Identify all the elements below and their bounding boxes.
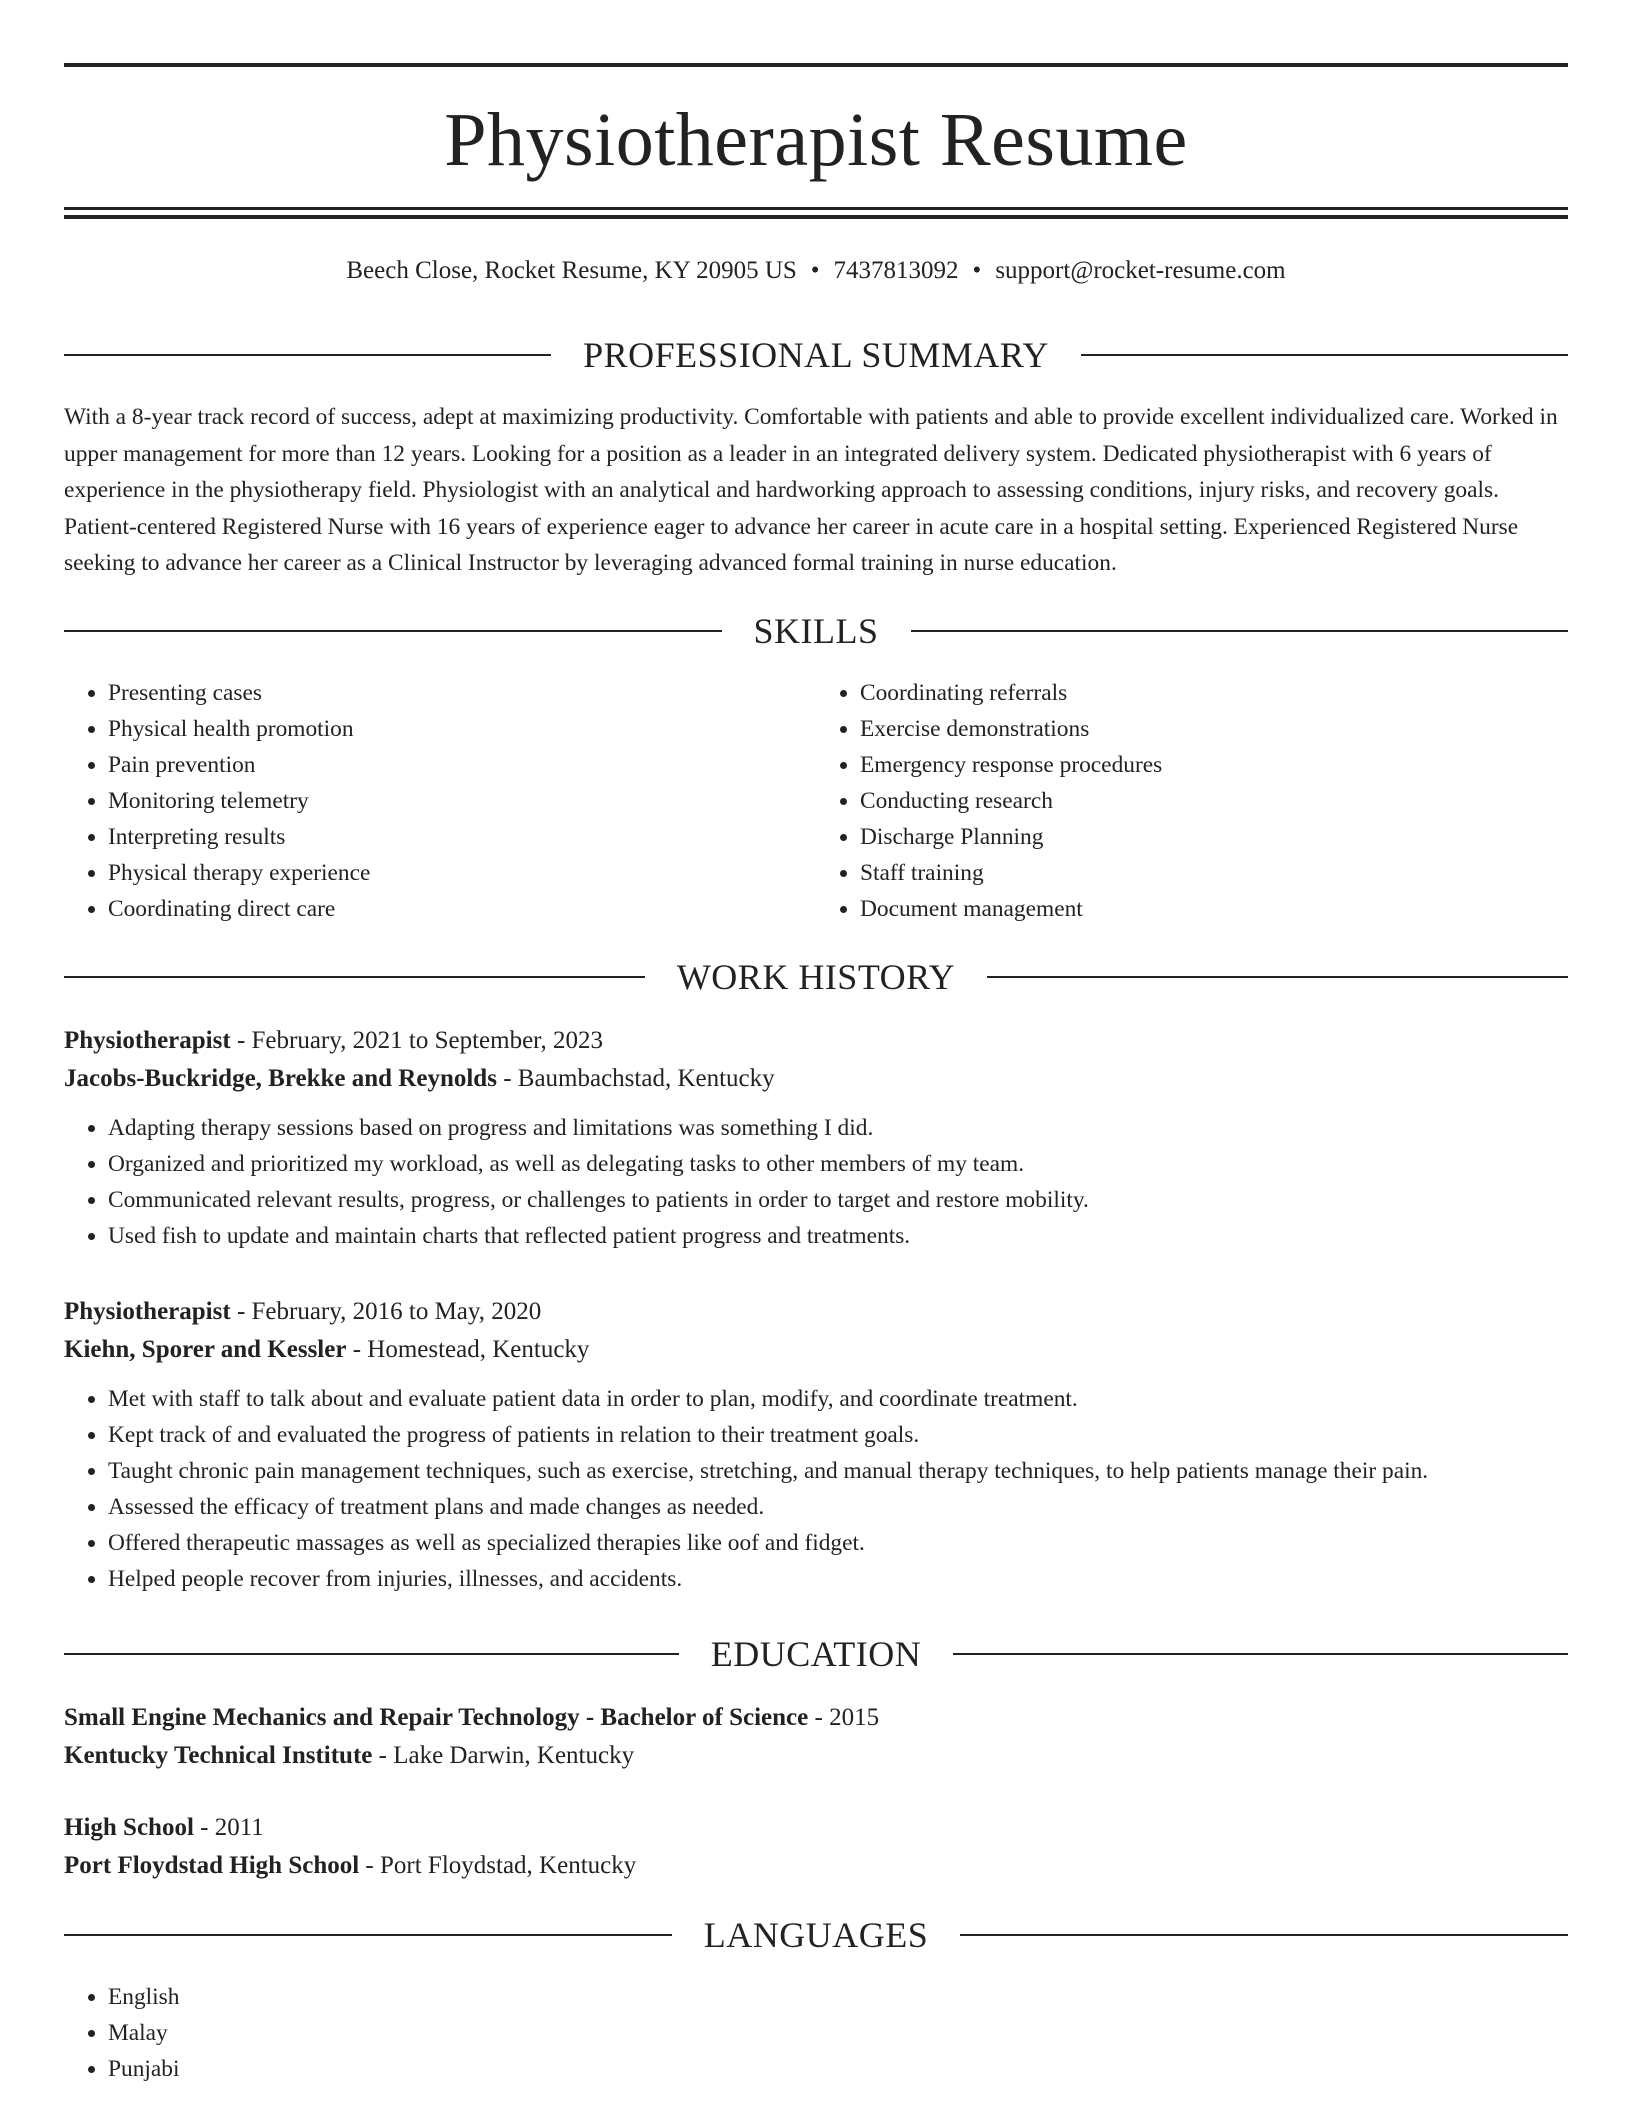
skill-item: • Pain prevention bbox=[108, 747, 816, 783]
job-bullets bbox=[64, 1381, 1568, 1597]
skill-item: • Emergency response procedures bbox=[860, 747, 1568, 783]
heading-rule-right bbox=[911, 630, 1569, 632]
contact-line bbox=[64, 253, 1568, 289]
education-entry bbox=[64, 1699, 1568, 1775]
skill-item: • Coordinating direct care bbox=[108, 891, 816, 927]
section-title: LANGUAGES bbox=[703, 1915, 929, 1955]
language-item: • English bbox=[108, 1979, 1568, 2015]
job-bullet: • Assessed the efficacy of treatment plans and made changes as needed. bbox=[108, 1489, 1568, 1525]
job-bullet: • Organized and prioritized my workload, as well as delegating tasks to other members of my team. bbox=[108, 1146, 1568, 1182]
skill-item: • Interpreting results bbox=[108, 819, 816, 855]
section-heading-summary bbox=[64, 333, 1568, 377]
job-company-line bbox=[64, 1331, 1568, 1369]
section-title: SKILLS bbox=[753, 611, 879, 651]
title-rule-lower bbox=[64, 215, 1568, 219]
section-heading-education bbox=[64, 1632, 1568, 1676]
section-title: PROFESSIONAL SUMMARY bbox=[583, 335, 1049, 375]
heading-rule-left bbox=[64, 1934, 672, 1936]
heading-rule-right bbox=[960, 1934, 1568, 1936]
education-degree-line bbox=[64, 1809, 1568, 1847]
education-year: - 2011 bbox=[193, 1814, 264, 1841]
job-bullet: • Communicated relevant results, progress, or challenges to patients in order to target and restore mobility. bbox=[108, 1182, 1568, 1218]
heading-rule-right bbox=[987, 976, 1568, 978]
language-item: • Malay bbox=[108, 2015, 1568, 2051]
job-entry bbox=[64, 1022, 1568, 1254]
education-school: Port Floydstad High School bbox=[64, 1852, 360, 1879]
education-degree: High School bbox=[64, 1814, 194, 1841]
section-title: EDUCATION bbox=[710, 1634, 922, 1674]
job-company: Jacobs-Buckridge, Brekke and Reynolds bbox=[64, 1065, 497, 1092]
heading-rule-right bbox=[1081, 354, 1568, 356]
job-bullet: • Kept track of and evaluated the progress of patients in relation to their treatment goals. bbox=[108, 1417, 1568, 1453]
job-location: - Homestead, Kentucky bbox=[346, 1336, 590, 1363]
skill-item: • Staff training bbox=[860, 855, 1568, 891]
heading-rule-left bbox=[64, 630, 722, 632]
title-rule-upper bbox=[64, 207, 1568, 210]
section-title: WORK HISTORY bbox=[676, 957, 956, 997]
job-bullet: • Adapting therapy sessions based on progress and limitations was something I did. bbox=[108, 1110, 1568, 1146]
job-bullet: • Taught chronic pain management techniques, such as exercise, stretching, and manual therapy techniques, to help patients manage their pain. bbox=[108, 1453, 1568, 1489]
job-bullet: • Met with staff to talk about and evaluate patient data in order to plan, modify, and coordinate treatment. bbox=[108, 1381, 1568, 1417]
education-degree-line bbox=[64, 1699, 1568, 1737]
skill-item: • Presenting cases bbox=[108, 675, 816, 711]
job-location: - Baumbachstad, Kentucky bbox=[496, 1065, 775, 1092]
job-entry bbox=[64, 1293, 1568, 1597]
skill-item: • Conducting research bbox=[860, 783, 1568, 819]
job-title-line bbox=[64, 1022, 1568, 1060]
skills-list-left bbox=[64, 675, 816, 927]
contact-phone: 7437813092 bbox=[833, 257, 959, 284]
section-heading-languages bbox=[64, 1913, 1568, 1957]
skill-item: • Document management bbox=[860, 891, 1568, 927]
summary-text: With a 8-year track record of success, adept at maximizing productivity. Comfortable with patients and able to provide excellent individualized care. Worked in upper management for more than 12 years. Looking for a position as a leader in an integrated delivery system. Dedicated physiotherapist with 6 years of experience in the physiotherapy field. Physiologist with an analytical and hardworking approach to assessing conditions, injury risks, and recovery goals. Patient-centered Registered Nurse with 16 years of experience eager to advance her career in acute care in a hospital setting. Experienced Registered Nurse seeking to advance her career as a Clinical Instructor by leveraging advanced formal training in nurse education. bbox=[64, 404, 1558, 576]
job-company: Kiehn, Sporer and Kessler bbox=[64, 1336, 347, 1363]
page-title: Physiotherapist Resume bbox=[444, 98, 1188, 182]
education-school: Kentucky Technical Institute bbox=[64, 1742, 373, 1769]
job-dates: - February, 2016 to May, 2020 bbox=[230, 1298, 542, 1325]
job-bullets bbox=[64, 1110, 1568, 1254]
heading-rule-left bbox=[64, 354, 551, 356]
contact-separator: • bbox=[972, 257, 982, 284]
skill-item: • Discharge Planning bbox=[860, 819, 1568, 855]
contact-address: Beech Close, Rocket Resume, KY 20905 US bbox=[346, 257, 797, 284]
contact-separator: • bbox=[810, 257, 820, 284]
education-school-line bbox=[64, 1847, 1568, 1885]
skill-item: • Monitoring telemetry bbox=[108, 783, 816, 819]
contact-email: support@rocket-resume.com bbox=[995, 257, 1286, 284]
skill-item: • Physical health promotion bbox=[108, 711, 816, 747]
heading-rule-left bbox=[64, 1653, 679, 1655]
education-year: - 2015 bbox=[808, 1704, 880, 1731]
skills-columns bbox=[64, 675, 1568, 927]
job-bullet: • Helped people recover from injuries, illnesses, and accidents. bbox=[108, 1561, 1568, 1597]
skills-list-right bbox=[816, 675, 1568, 927]
education-school-line bbox=[64, 1737, 1568, 1775]
job-dates: - February, 2021 to September, 2023 bbox=[230, 1027, 603, 1054]
job-title-line bbox=[64, 1293, 1568, 1331]
education-degree: Small Engine Mechanics and Repair Technology - Bachelor of Science bbox=[64, 1704, 809, 1731]
job-title: Physiotherapist bbox=[64, 1298, 231, 1325]
languages-list bbox=[64, 1979, 1568, 2087]
skill-item: • Coordinating referrals bbox=[860, 675, 1568, 711]
heading-rule-right bbox=[953, 1653, 1568, 1655]
education-entry bbox=[64, 1809, 1568, 1885]
education-location: - Port Floydstad, Kentucky bbox=[359, 1852, 637, 1879]
job-bullet: • Used fish to update and maintain charts that reflected patient progress and treatments. bbox=[108, 1218, 1568, 1254]
heading-rule-left bbox=[64, 976, 645, 978]
language-item: • Punjabi bbox=[108, 2051, 1568, 2087]
section-heading-skills bbox=[64, 609, 1568, 653]
job-title: Physiotherapist bbox=[64, 1027, 231, 1054]
education-location: - Lake Darwin, Kentucky bbox=[372, 1742, 635, 1769]
skill-item: • Physical therapy experience bbox=[108, 855, 816, 891]
job-company-line bbox=[64, 1060, 1568, 1098]
job-bullet: • Offered therapeutic massages as well as specialized therapies like oof and fidget. bbox=[108, 1525, 1568, 1561]
top-rule bbox=[64, 63, 1568, 67]
section-heading-work bbox=[64, 955, 1568, 999]
skill-item: • Exercise demonstrations bbox=[860, 711, 1568, 747]
